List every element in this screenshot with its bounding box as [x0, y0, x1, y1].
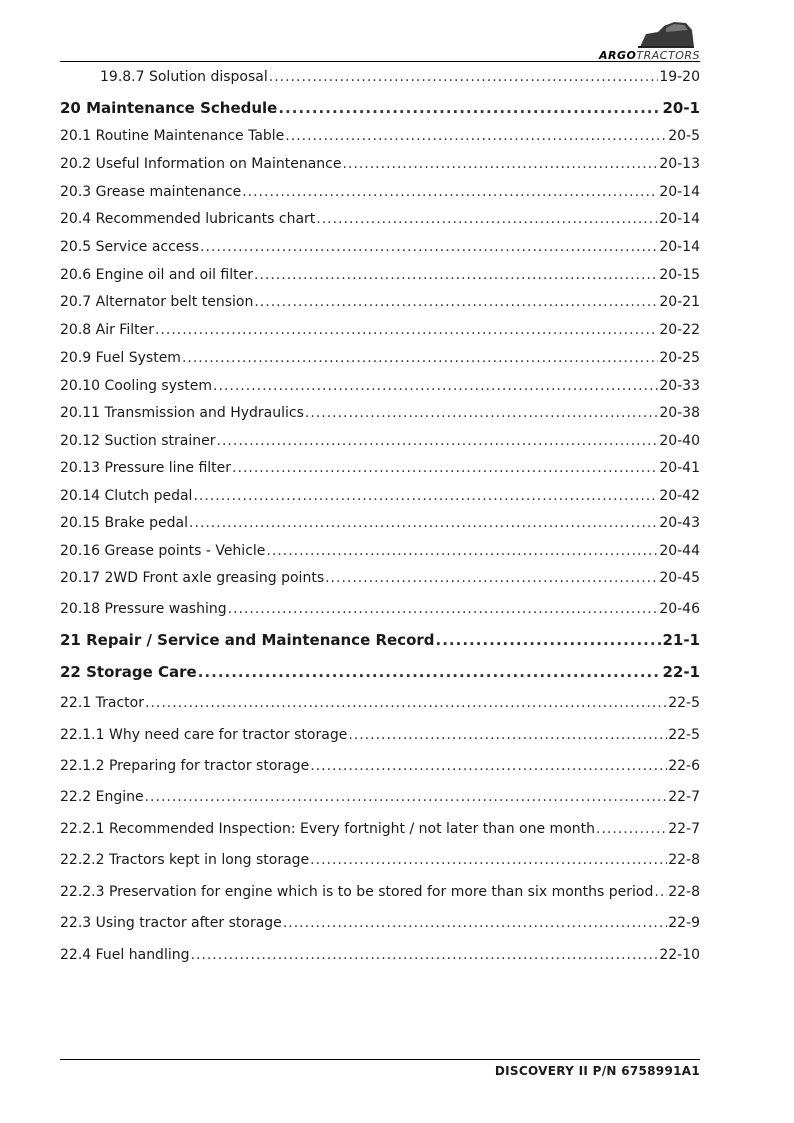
- toc-entry-title: 20.3 Grease maintenance: [60, 184, 242, 200]
- toc-entry[interactable]: [60, 882, 700, 902]
- toc-chapter-entry[interactable]: [60, 662, 700, 682]
- toc-entry[interactable]: [60, 265, 700, 285]
- toc-entry-page: 22-8: [668, 852, 700, 868]
- toc-entry-title: 22.2.1 Recommended Inspection: Every fortnight / not later than one month: [60, 821, 595, 837]
- dot-leader: [189, 513, 658, 533]
- footer-part-number: DISCOVERY II P/N 6758991A1: [494, 1064, 700, 1078]
- dot-leader: [342, 154, 658, 174]
- toc-entry[interactable]: [60, 725, 700, 745]
- toc-entry-page: 20-44: [659, 543, 700, 559]
- toc-entry-page: 20-41: [659, 460, 700, 476]
- dot-leader: [596, 819, 667, 839]
- toc-entry[interactable]: [60, 693, 700, 713]
- toc-entry-page: 19-20: [659, 69, 700, 85]
- toc-entry[interactable]: [60, 787, 700, 807]
- toc-entry-page: 20-22: [659, 322, 700, 338]
- toc-entry-title: 22.2.2 Tractors kept in long storage: [60, 852, 310, 868]
- dot-leader: [217, 431, 659, 451]
- toc-entry-title: 20 Maintenance Schedule: [60, 99, 278, 117]
- dot-leader: [305, 403, 658, 423]
- dot-leader: [200, 237, 658, 257]
- toc-chapter-entry[interactable]: [60, 98, 700, 118]
- toc-entry-page: 20-14: [659, 184, 700, 200]
- toc-entry-page: 20-5: [668, 128, 700, 144]
- toc-entry-title: 20.4 Recommended lubricants chart: [60, 211, 316, 227]
- toc-entry-title: 20.9 Fuel System: [60, 350, 181, 366]
- toc-entry-title: 22.1.1 Why need care for tractor storage: [60, 727, 348, 743]
- toc-entry-title: 20.17 2WD Front axle greasing points: [60, 570, 325, 586]
- toc-entry[interactable]: [60, 182, 700, 202]
- toc-entry-page: 20-13: [659, 156, 700, 172]
- toc-entry-page: 22-8: [668, 884, 700, 900]
- toc-entry-title: 20.7 Alternator belt tension: [60, 294, 254, 310]
- dot-leader: [283, 913, 667, 933]
- toc-entry[interactable]: [60, 850, 700, 870]
- toc-entry-title: 20.12 Suction strainer: [60, 433, 216, 449]
- dot-leader: [269, 67, 659, 87]
- dot-leader: [228, 599, 659, 619]
- toc-entry-title: 20.6 Engine oil and oil filter: [60, 267, 253, 283]
- toc-entry-page: 22-10: [659, 947, 700, 963]
- toc-entry-title: 22.2.3 Preservation for engine which is to be stored for more than six months period: [60, 884, 654, 900]
- toc-entry-title: 20.11 Transmission and Hydraulics: [60, 405, 304, 421]
- toc-entry-title: 22.1 Tractor: [60, 695, 144, 711]
- dot-leader: [278, 98, 661, 118]
- toc-entry[interactable]: [60, 568, 700, 588]
- toc-entry-title: 20.15 Brake pedal: [60, 515, 188, 531]
- toc-entry-page: 20-46: [659, 601, 700, 617]
- toc-entry-title: 20.8 Air Filter: [60, 322, 154, 338]
- toc-entry-page: 20-14: [659, 239, 700, 255]
- toc-entry-page: 20-15: [659, 267, 700, 283]
- toc-entry-title: 20.1 Routine Maintenance Table: [60, 128, 285, 144]
- dot-leader: [310, 756, 667, 776]
- toc-entry[interactable]: [60, 913, 700, 933]
- toc-entry-page: 22-1: [662, 663, 700, 681]
- toc-entry-title: 21 Repair / Service and Maintenance Record: [60, 631, 435, 649]
- dot-leader: [436, 630, 662, 650]
- toc-entry-title: 19.8.7 Solution disposal: [100, 69, 268, 85]
- toc-chapter-entry[interactable]: [60, 630, 700, 650]
- toc-entry-page: 20-42: [659, 488, 700, 504]
- dot-leader: [145, 787, 668, 807]
- toc-entry-page: 20-40: [659, 433, 700, 449]
- toc-entry-page: 22-5: [668, 727, 700, 743]
- dot-leader: [198, 662, 662, 682]
- tractor-logo-icon: [636, 20, 696, 48]
- toc-entry-title: 20.18 Pressure washing: [60, 601, 227, 617]
- toc-entry[interactable]: [60, 945, 700, 965]
- toc-entry-page: 22-9: [668, 915, 700, 931]
- toc-entry[interactable]: [60, 320, 700, 340]
- toc-entry[interactable]: [60, 376, 700, 396]
- toc-entry[interactable]: [100, 67, 700, 87]
- toc-entry[interactable]: [60, 403, 700, 423]
- toc-entry[interactable]: [60, 486, 700, 506]
- toc-entry-page: 20-45: [659, 570, 700, 586]
- toc-entry-page: 20-33: [659, 378, 700, 394]
- toc-entry[interactable]: [60, 348, 700, 368]
- toc-entry-title: 22.1.2 Preparing for tractor storage: [60, 758, 310, 774]
- toc-entry-title: 22.3 Using tractor after storage: [60, 915, 282, 931]
- toc-entry[interactable]: [60, 819, 700, 839]
- dot-leader: [654, 882, 667, 902]
- toc-entry-title: 20.13 Pressure line filter: [60, 460, 232, 476]
- toc-entry-page: 22-6: [668, 758, 700, 774]
- toc-entry-page: 20-21: [659, 294, 700, 310]
- toc-entry-page: 20-14: [659, 211, 700, 227]
- toc-entry[interactable]: [60, 126, 700, 146]
- dot-leader: [325, 568, 658, 588]
- dot-leader: [232, 458, 658, 478]
- dot-leader: [310, 850, 667, 870]
- toc-entry-page: 20-25: [659, 350, 700, 366]
- dot-leader: [254, 265, 658, 285]
- brand-light: TRACTORS: [636, 49, 700, 62]
- toc-entry-title: 20.10 Cooling system: [60, 378, 213, 394]
- brand-bold: ARGO: [599, 49, 637, 62]
- toc-entry-title: 22.2 Engine: [60, 789, 144, 805]
- toc-entry-page: 20-1: [662, 99, 700, 117]
- dot-leader: [155, 320, 658, 340]
- toc-entry-title: 22.4 Fuel handling: [60, 947, 190, 963]
- dot-leader: [182, 348, 658, 368]
- toc-entry-title: 20.14 Clutch pedal: [60, 488, 193, 504]
- toc-entry[interactable]: [60, 237, 700, 257]
- dot-leader: [348, 725, 667, 745]
- dot-leader: [191, 945, 659, 965]
- toc-entry[interactable]: [60, 431, 700, 451]
- dot-leader: [266, 541, 658, 561]
- toc-entry-title: 20.2 Useful Information on Maintenance: [60, 156, 342, 172]
- toc-entry[interactable]: [60, 541, 700, 561]
- toc-entry-page: 22-7: [668, 821, 700, 837]
- dot-leader: [242, 182, 658, 202]
- toc-entry[interactable]: [60, 154, 700, 174]
- brand-wordmark: [599, 50, 700, 62]
- footer-rule: [60, 1059, 700, 1060]
- toc-entry[interactable]: [60, 599, 700, 619]
- argo-tractors-logo: [582, 20, 700, 64]
- toc-entry[interactable]: [60, 458, 700, 478]
- dot-leader: [254, 292, 658, 312]
- toc-entry-title: 22 Storage Care: [60, 663, 197, 681]
- dot-leader: [145, 693, 667, 713]
- toc-entry-page: 20-43: [659, 515, 700, 531]
- page-header: [60, 20, 700, 64]
- dot-leader: [213, 376, 658, 396]
- dot-leader: [193, 486, 658, 506]
- dot-leader: [285, 126, 667, 146]
- toc-entry-page: 22-7: [668, 789, 700, 805]
- toc-entry-title: 20.5 Service access: [60, 239, 199, 255]
- toc-entry[interactable]: [60, 209, 700, 229]
- toc-entry-page: 22-5: [668, 695, 700, 711]
- toc-entry-page: 20-38: [659, 405, 700, 421]
- dot-leader: [316, 209, 658, 229]
- toc-entry[interactable]: [60, 513, 700, 533]
- toc-entry-page: 21-1: [662, 631, 700, 649]
- toc-entry-title: 20.16 Grease points - Vehicle: [60, 543, 266, 559]
- toc-entry[interactable]: [60, 756, 700, 776]
- toc-entry[interactable]: [60, 292, 700, 312]
